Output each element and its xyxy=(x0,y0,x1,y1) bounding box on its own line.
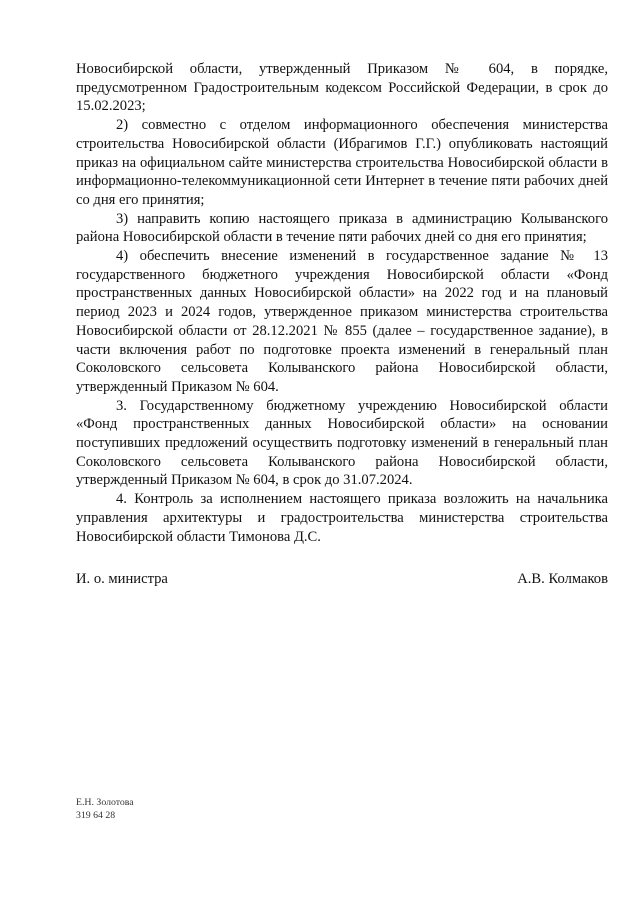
signatory-position: И. о. министра xyxy=(76,571,168,587)
executor-info xyxy=(76,797,134,822)
paragraph-item-4: 4) обеспечить внесение изменений в государственное задание № 13 государственного бюджетного учреждения Новосибирской области «Фонд пространственных данных Новосибирской области» на 2022 год и на плановый период 2023 и 2024 годов, утвержденное приказом министерства строительства Новосибирской области от 28.12.2021 № 855 (далее – государственное задание), в части включения работ по подготовке проекта изменений в генеральный план Соколовского сельсовета Колыванского района Новосибирской области, утвержденный Приказом № 604. xyxy=(76,248,608,395)
paragraph-item-3: 3) направить копию настоящего приказа в администрацию Колыванского района Новосибирской области в течение пяти рабочих дней со дня его принятия; xyxy=(76,210,608,246)
paragraph-section-3: 3. Государственному бюджетному учреждению Новосибирской области «Фонд пространственных данных Новосибирской области» на основании поступивших предложений осуществить подготовку изменений в генеральный план Соколовского сельсовета Колыванского района Новосибирской области, утвержденный Приказом № 604, в срок до 31.07.2024. xyxy=(76,397,608,489)
signature-block xyxy=(76,570,608,588)
document-body xyxy=(76,60,608,546)
paragraph-continuation: Новосибирской области, утвержденный Приказом № 604, в порядке, предусмотренном Градостроительным кодексом Российской Федерации, в срок до 15.02.2023; xyxy=(76,61,608,115)
signatory-name: А.В. Колмаков xyxy=(517,571,608,587)
paragraph-section-4: 4. Контроль за исполнением настоящего приказа возложить на начальника управления архитектуры и градостроительства министерства строительства Новосибирской области Тимонова Д.С. xyxy=(76,491,608,545)
executor-phone: 319 64 28 xyxy=(76,809,116,821)
executor-name: Е.Н. Золотова xyxy=(76,797,134,808)
paragraph-item-2: 2) совместно с отделом информационного обеспечения министерства строительства Новосибирской области (Ибрагимов Г.Г.) опубликовать настоящий приказ на официальном сайте министерства строительства Новосибирской области в информационно-телекоммуникационной сети Интернет в течение пяти рабочих дней со дня его принятия; xyxy=(76,117,608,208)
